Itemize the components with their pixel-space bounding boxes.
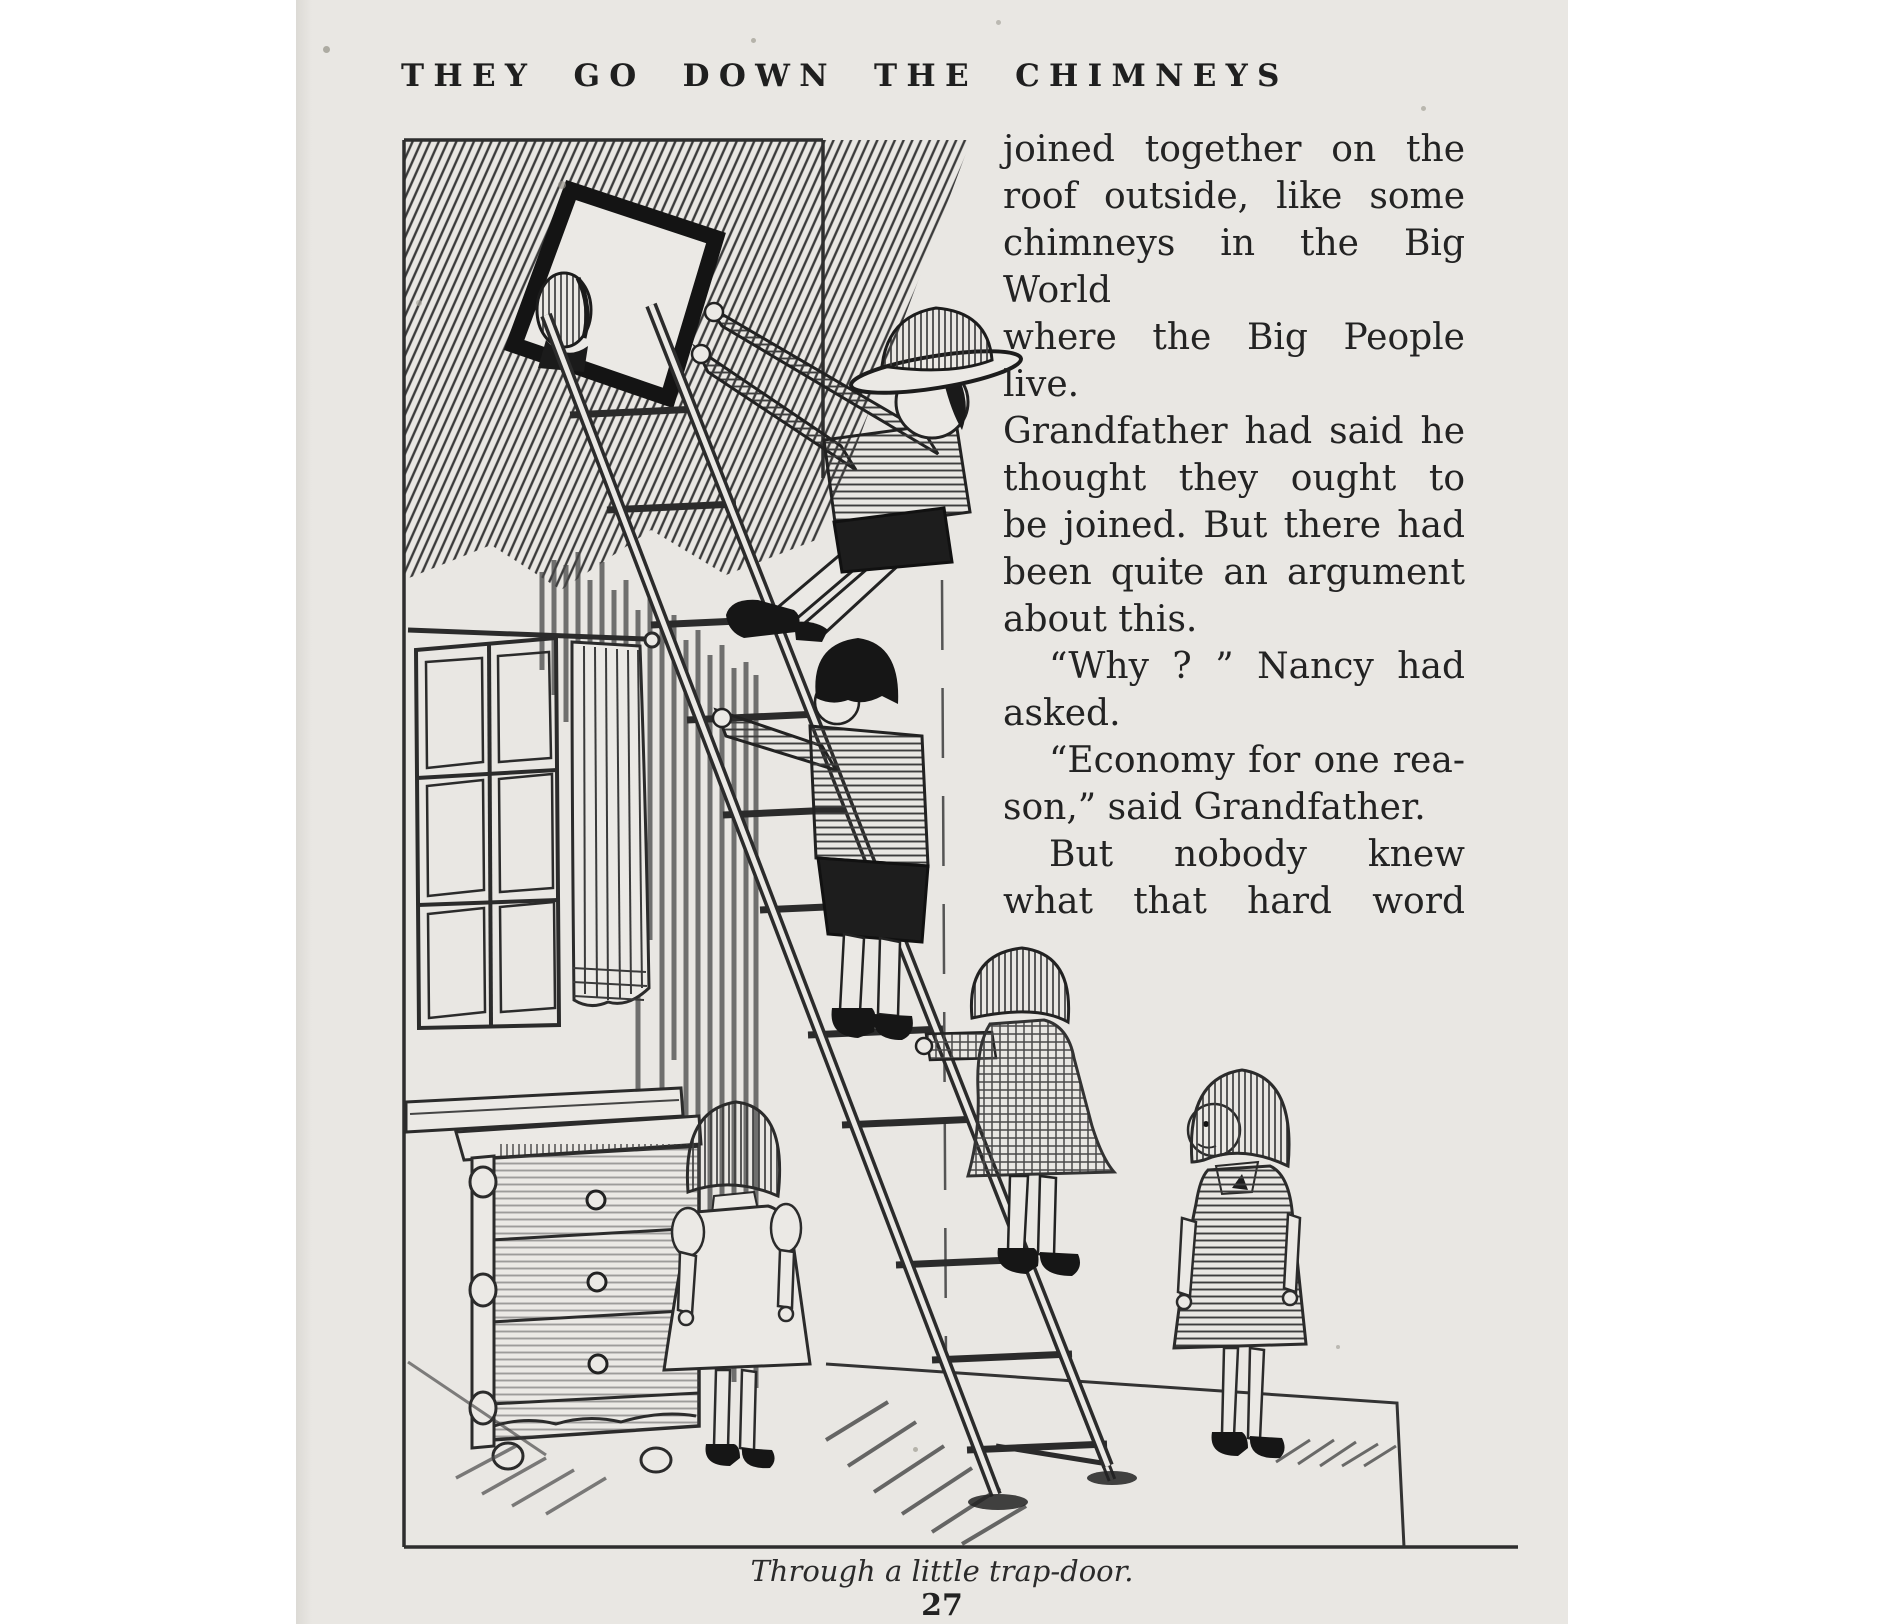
story-text-column — [1003, 126, 1465, 925]
text-line: chimneys in the Big World — [1003, 223, 1465, 311]
curtain-icon — [408, 630, 659, 1006]
paper-speck — [751, 38, 756, 43]
text-line: roof outside, like some — [1003, 176, 1465, 217]
text-line: Grandfather had said he — [1003, 411, 1465, 452]
text-line: “Why ? ” Nancy had — [1049, 646, 1465, 687]
text-line: “Economy for one rea- — [1049, 740, 1465, 781]
text-line: But nobody knew — [1049, 834, 1465, 875]
window-icon — [416, 638, 559, 1028]
chest-of-drawers-icon — [406, 1088, 701, 1514]
paper-speck — [913, 1447, 918, 1452]
paper-speck — [323, 46, 330, 53]
text-line: son,” said Grandfather. — [1003, 787, 1426, 828]
text-line: been quite an argument — [1003, 552, 1465, 593]
text-line: about this. — [1003, 599, 1198, 640]
paper-speck — [416, 300, 422, 306]
girl-in-checked-dress-icon — [916, 948, 1114, 1276]
room-corner-line — [942, 580, 946, 1360]
page-number: 27 — [921, 1588, 963, 1623]
text-line: joined together on the — [1003, 129, 1465, 170]
illustration-caption: Through a little trap-door. — [750, 1554, 1134, 1588]
watching-girl-icon — [1174, 1070, 1396, 1466]
paper-speck — [1336, 1345, 1340, 1349]
text-line: thought they ought to — [1003, 458, 1465, 499]
paper-speck — [558, 181, 566, 189]
text-line: what that hard word — [1003, 881, 1465, 922]
paper-speck — [1421, 106, 1426, 111]
text-line: asked. — [1003, 693, 1121, 734]
text-line: where the Big People live. — [1003, 317, 1465, 405]
running-head: THEY GO DOWN THE CHIMNEYS — [401, 58, 1289, 94]
paper-speck — [996, 20, 1001, 25]
book-page — [296, 0, 1568, 1624]
text-line: be joined. But there had — [1003, 505, 1465, 546]
